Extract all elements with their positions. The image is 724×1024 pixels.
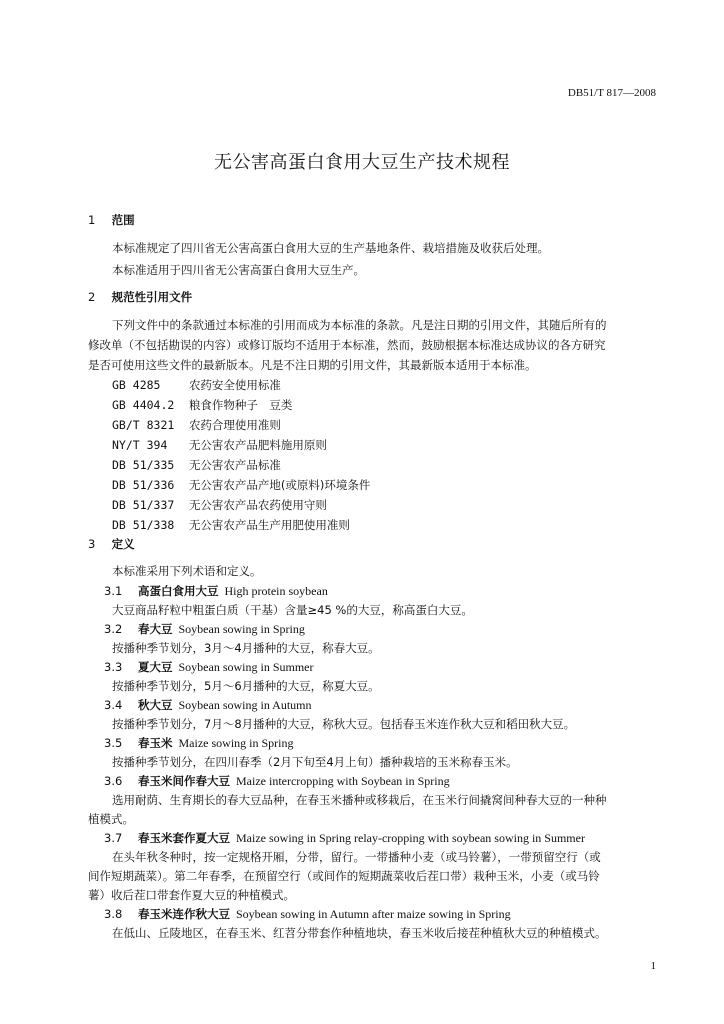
term-english: Maize intercropping with Soybean in Spring [236, 774, 450, 788]
reference-item [112, 417, 281, 433]
reference-item [112, 437, 327, 453]
term-description: 薯）收后茬口带套作夏大豆的种植模式。 [88, 888, 295, 902]
reference-name: 无公害农产品生产用肥使用准则 [188, 518, 350, 532]
term-chinese: 春玉米套作夏大豆 [138, 831, 230, 845]
section-title: 范围 [111, 213, 135, 227]
paragraph: 本标准规定了四川省无公害高蛋白食用大豆的生产基地条件、栽培措施及收获后处理。 [112, 241, 549, 255]
term-description: 间作短期蔬菜）。第二年春季，在预留空行（或间作的短期蔬菜收后茬口带）栽种玉米，小麦（或马铃 [88, 869, 600, 883]
term-number: 3.1 [104, 584, 123, 598]
reference-code: DB 51/336 [112, 478, 175, 492]
paragraph: 本标准适用于四川省无公害高蛋白食用大豆生产。 [112, 263, 365, 277]
reference-code: GB 4404.2 [112, 398, 175, 412]
reference-code: DB 51/338 [112, 518, 175, 532]
reference-item [112, 397, 292, 413]
section-number: 3 [88, 537, 96, 551]
term-number: 3.6 [104, 774, 123, 788]
term-english: High protein soybean [224, 584, 328, 598]
term-description: 大豆商品籽粒中粗蛋白质（干基）含量≥45 %的大豆，称高蛋白大豆。 [112, 603, 473, 617]
term-description: 选用耐荫、生育期长的春大豆品种，在春玉米播种或移栽后，在玉米行间撬窝间种春大豆的一种种 [112, 793, 607, 807]
reference-item [112, 477, 370, 493]
reference-name: 农药合理使用准则 [188, 418, 281, 432]
term-english: Soybean sowing in Autumn [178, 698, 312, 712]
section-1-heading [88, 212, 135, 228]
term-chinese: 春大豆 [138, 622, 173, 636]
term-heading [104, 773, 450, 789]
term-description: 按播种季节划分，3月～4月播种的大豆，称春大豆。 [112, 641, 380, 655]
reference-name: 农药安全使用标准 [188, 378, 281, 392]
reference-item [112, 377, 281, 393]
paragraph: 本标准采用下列术语和定义。 [112, 564, 262, 578]
reference-item [112, 497, 327, 513]
term-heading [104, 906, 511, 922]
term-number: 3.7 [104, 831, 123, 845]
term-number: 3.8 [104, 907, 123, 921]
term-description: 按播种季节划分，在四川春季（2月下旬至4月上旬）播种栽培的玉米称春玉米。 [112, 755, 518, 769]
paragraph-line: 下列文件中的条款通过本标准的引用而成为本标准的条款。凡是注日期的引用文件，其随后所有的 [112, 318, 607, 332]
standard-code: DB51/T 817—2008 [567, 87, 656, 99]
reference-item [112, 517, 350, 533]
section-number: 1 [88, 213, 96, 227]
term-description: 植模式。 [88, 812, 134, 826]
term-chinese: 春玉米 [138, 736, 173, 750]
term-english: Soybean sowing in Autumn after maize sowing in Spring [236, 907, 511, 921]
reference-code: DB 51/337 [112, 498, 175, 512]
reference-name: 粮食作物种子 豆类 [188, 398, 293, 412]
term-chinese: 春玉米连作秋大豆 [138, 907, 230, 921]
section-2-heading [88, 289, 192, 305]
section-title: 定义 [111, 537, 135, 551]
term-heading [104, 830, 585, 846]
term-chinese: 春玉米间作春大豆 [138, 774, 230, 788]
reference-code: GB/T 8321 [112, 418, 175, 432]
reference-code: DB 51/335 [112, 458, 175, 472]
term-description: 按播种季节划分，7月～8月播种的大豆，称秋大豆。包括春玉米连作秋大豆和稻田秋大豆。 [112, 717, 576, 731]
term-english: Maize sowing in Spring [178, 736, 294, 750]
section-title: 规范性引用文件 [111, 290, 193, 304]
term-heading [104, 583, 328, 599]
page-title: 无公害高蛋白食用大豆生产技术规程 [214, 152, 510, 173]
term-number: 3.2 [104, 622, 123, 636]
reference-name: 无公害农产品产地(或原料)环境条件 [188, 478, 371, 492]
term-english: Soybean sowing in Spring [178, 622, 305, 636]
term-english: Soybean sowing in Summer [178, 660, 314, 674]
reference-code: NY/T 394 [112, 438, 168, 452]
term-description: 在低山、丘陵地区，在春玉米、红苕分带套作种植地块，春玉米收后接茬种植秋大豆的种植模式。 [112, 926, 607, 940]
term-description: 按播种季节划分，5月～6月播种的大豆，称夏大豆。 [112, 679, 380, 693]
term-heading [104, 735, 294, 751]
term-heading [104, 621, 305, 637]
term-english: Maize sowing in Spring relay-cropping with soybean sowing in Summer [236, 831, 585, 845]
reference-code: GB 4285 [112, 378, 161, 392]
term-chinese: 高蛋白食用大豆 [138, 584, 219, 598]
section-3-heading [88, 536, 135, 552]
term-number: 3.5 [104, 736, 123, 750]
reference-name: 无公害农产品肥料施用原则 [188, 438, 327, 452]
reference-item [112, 457, 281, 473]
term-chinese: 秋大豆 [138, 698, 173, 712]
term-description: 在头年秋冬种时，按一定规格开厢，分带，留行。一带播种小麦（或马铃薯），一带预留空行（或 [112, 850, 601, 864]
term-number: 3.3 [104, 660, 123, 674]
paragraph-line: 是否可使用这些文件的最新版本。凡是不注日期的引用文件，其最新版本适用于本标准。 [88, 358, 537, 372]
section-number: 2 [88, 290, 96, 304]
paragraph-line: 修改单（不包括勘误的内容）或修订版均不适用于本标准，然而，鼓励根据本标准达成协议的各方研究 [88, 338, 606, 352]
term-heading [104, 697, 312, 713]
term-heading [104, 659, 314, 675]
page-number: 1 [650, 960, 656, 972]
reference-name: 无公害农产品农药使用守则 [188, 498, 327, 512]
term-number: 3.4 [104, 698, 123, 712]
reference-name: 无公害农产品标准 [188, 458, 281, 472]
term-chinese: 夏大豆 [138, 660, 173, 674]
